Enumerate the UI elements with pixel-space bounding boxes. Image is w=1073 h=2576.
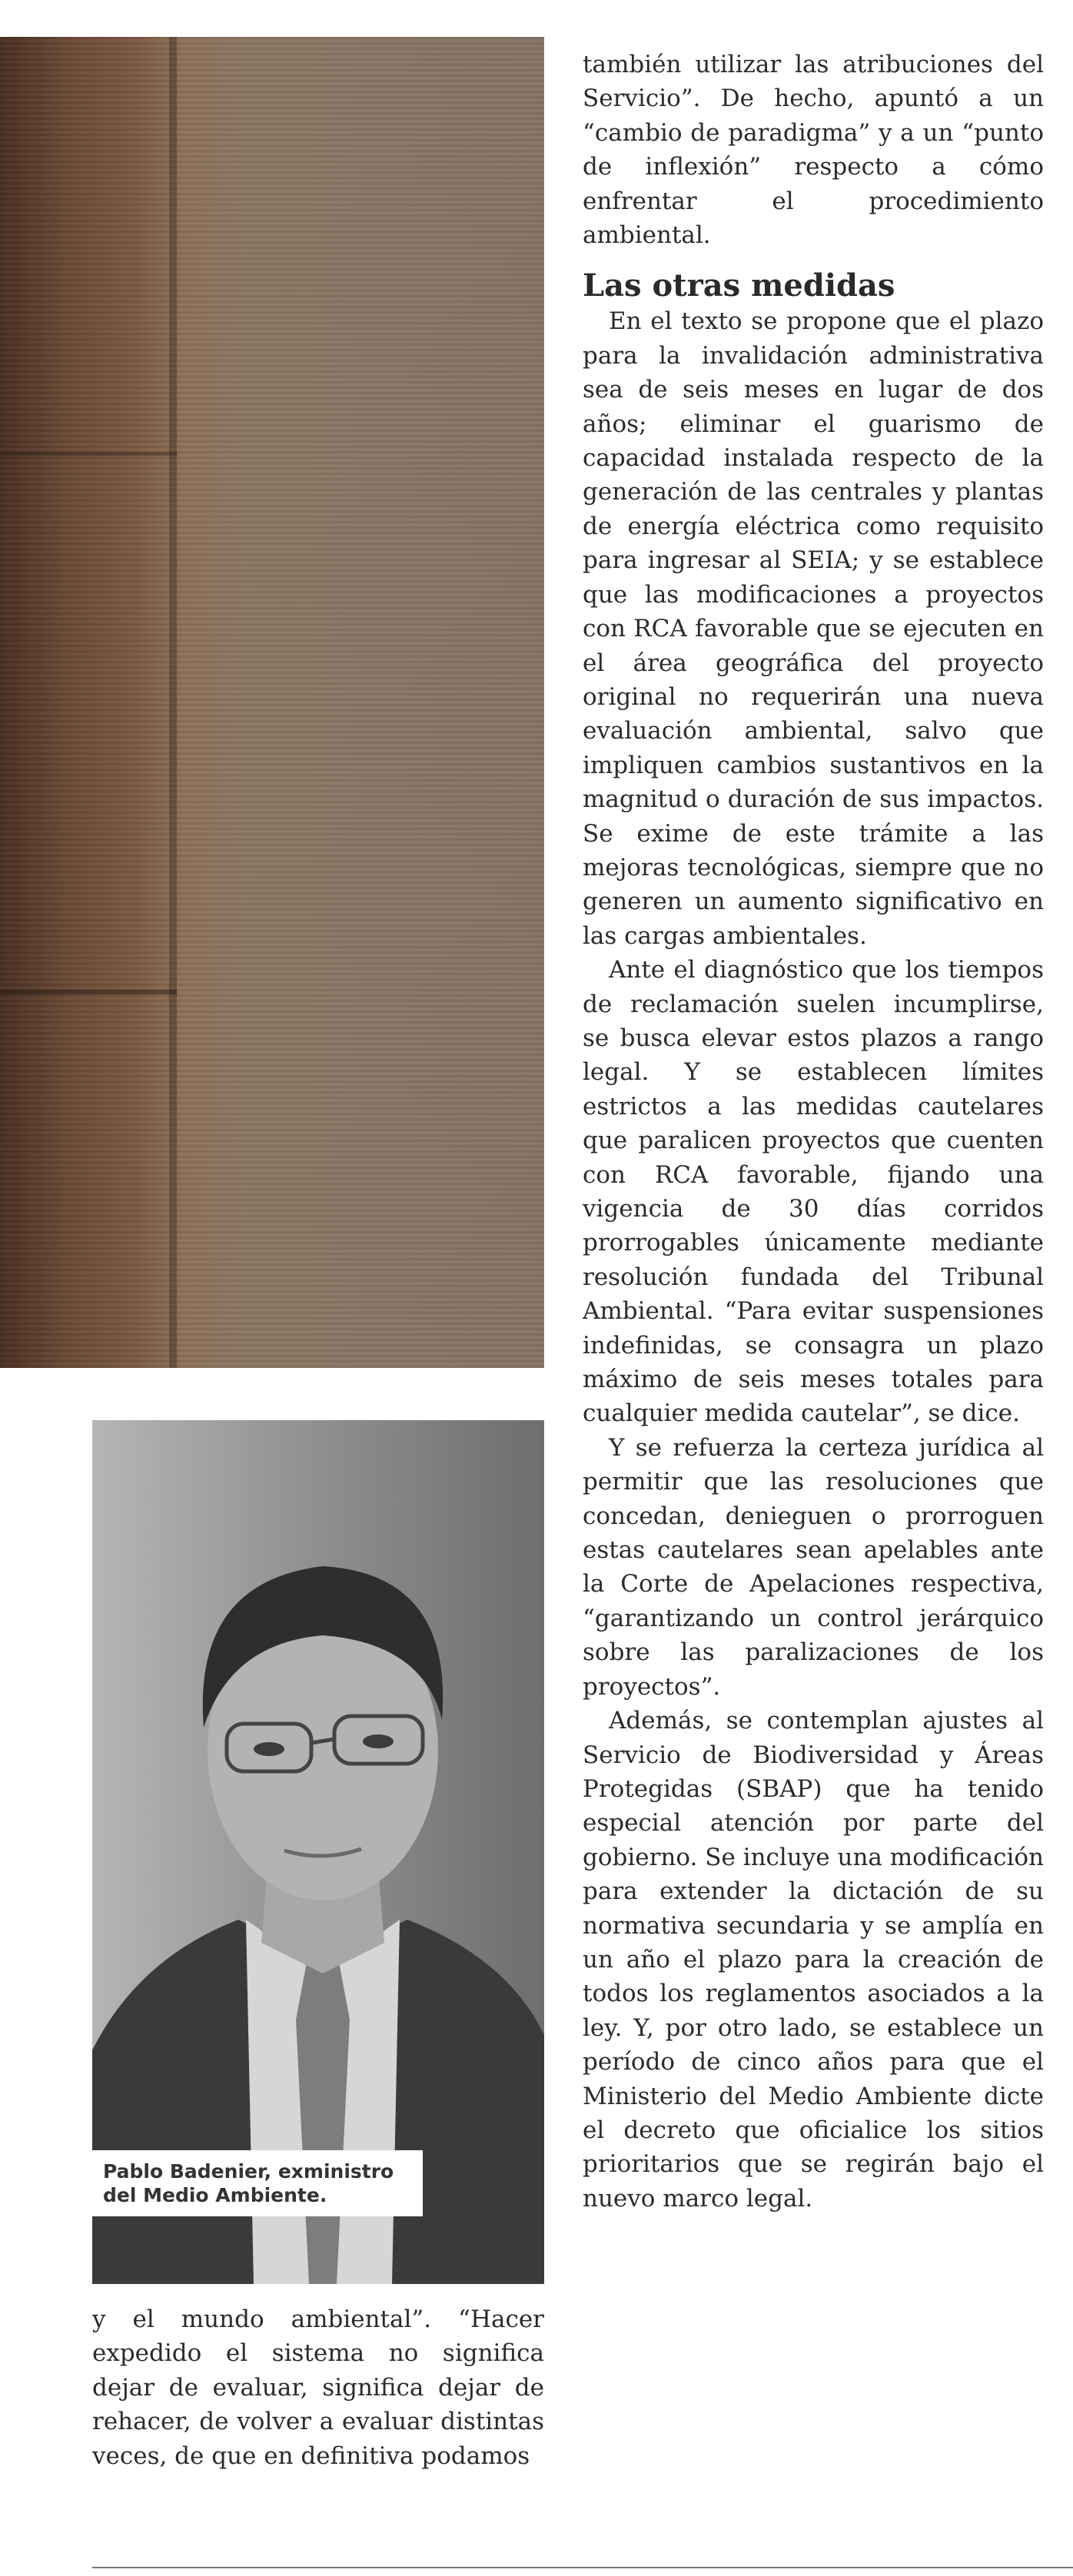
body-paragraph: Además, se contemplan ajustes al Servicio de Biodiversidad y Áreas Protegidas (SBAP) que ha tenido especial atención por parte del gobierno. Se incluye una modificación para extender la dictación de su normativa secundaria y se amplía en un año el plazo para la creación de todos los reglamentos asociados a la ley. Y, por otro lado, se establece un período de cinco años para que el Ministerio del Medio Ambiente dicte el decreto que oficialice los sitios prioritarios que se regirán bajo el nuevo marco legal. [583,1707,1045,2213]
body-paragraph: y el mundo ambiental”. “Hacer expedido el sistema no significa dejar de evaluar, significa dejar de rehacer, de volver a evaluar distintas veces, de que en definitiva podamos [92,2305,544,2470]
photo-frame-edge [169,37,177,1368]
photo-frame-edge [0,452,177,456]
body-paragraph: En el texto se propone que el plazo para la invalidación administrativa sea de seis meses en lugar de dos años; eliminar el guarismo de capacidad instalada respecto de la generación de las centrales y plantas de energía eléctrica como requisito para ingresar al SEIA; y se establece que las modificaciones a proyectos con RCA favorable que se ejecuten en el área geográfica del proyecto original no requerirán una nueva evaluación ambiental, salvo que impliquen cambios sustantivos en la magnitud o duración de sus impactos. Se exime de este trámite a las mejoras tecnológicas, siempre que no generen un aumento significativo en las cargas ambientales. [583,307,1044,950]
photo-texture [0,37,544,1368]
left-column [92,2302,544,2473]
top-photo [0,37,544,1368]
bottom-rule [92,2567,1073,2568]
intro-paragraph: también utilizar las atribuciones del Servicio”. De hecho, apuntó a un “cambio de paradigma” y a un “punto de inflexión” respecto a cómo enfrentar el procedimiento ambiental. [583,51,1044,250]
body-paragraph: Y se refuerza la certeza jurídica al permitir que las resoluciones que concedan, denieguen o prorroguen estas cautelares sean apelables ante la Corte de Apelaciones respectiva, “garantizando un control jerárquico sobre las paralizaciones de los proyectos”. [583,1433,1044,1701]
photo-caption: Pablo Badenier, exministro del Medio Ambiente. [92,2150,423,2216]
right-column [583,48,1044,2216]
photo-frame-edge [0,990,177,994]
body-paragraph: Ante el diagnóstico que los tiempos de reclamación suelen incumplirse, se busca elevar estos plazos a rango legal. Y se establecen límites estrictos a las medidas cautelares que paralicen proyectos que cuenten con RCA favorable, fijando una vigencia de 30 días corridos prorrogables únicamente mediante resolución fundada del Tribunal Ambiental. “Para evitar suspensiones indefinidas, se consagra un plazo máximo de seis meses totales para cualquier medida cautelar”, se dice. [583,956,1044,1428]
section-heading: Las otras medidas [583,267,895,304]
